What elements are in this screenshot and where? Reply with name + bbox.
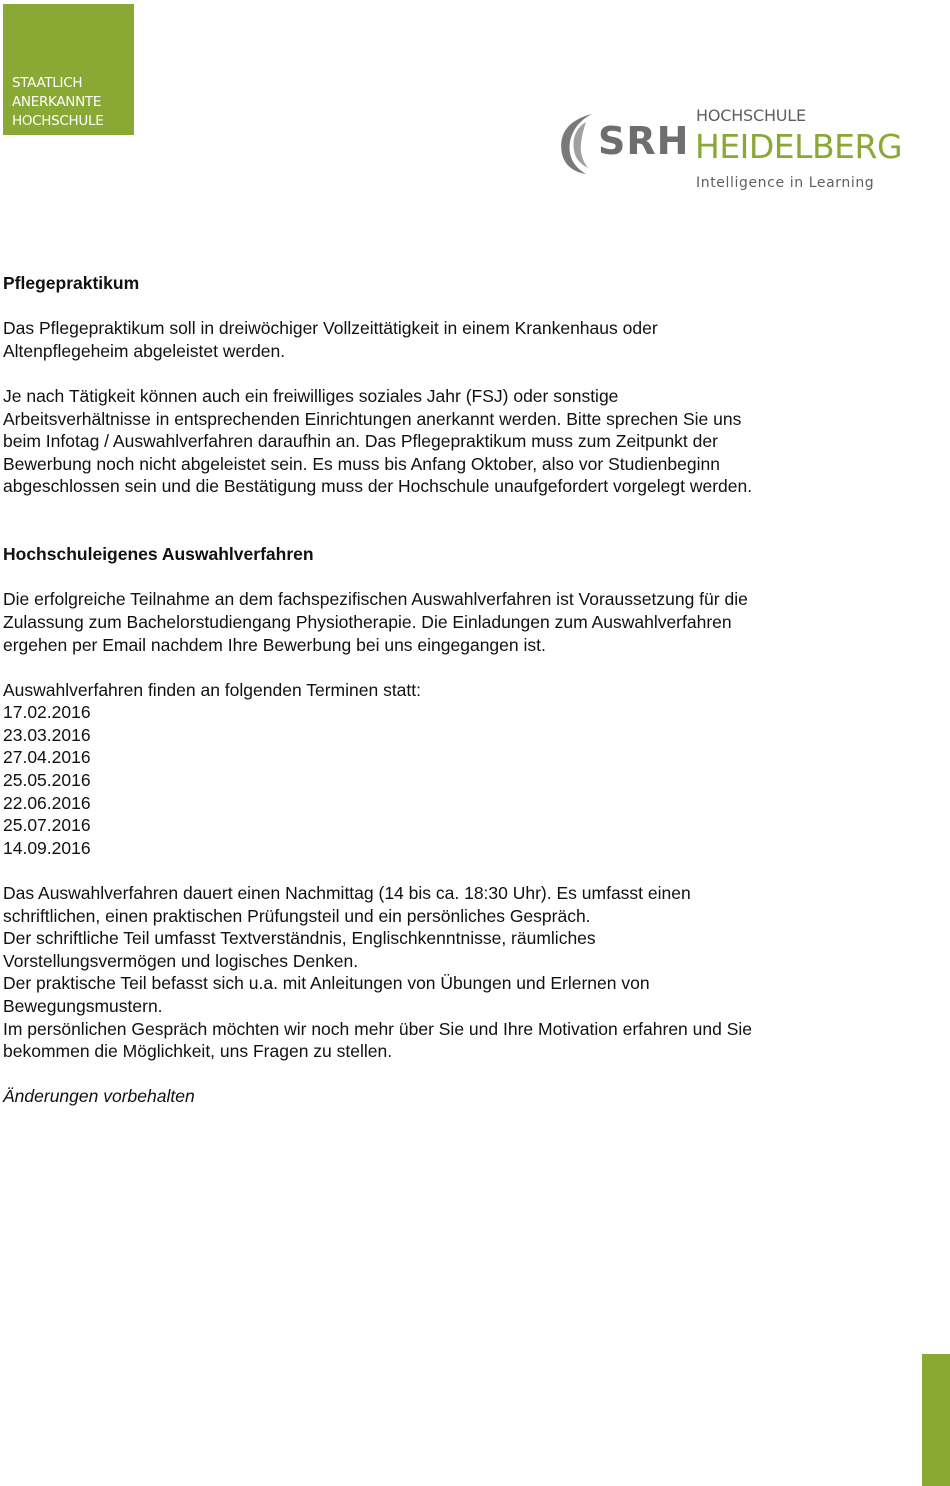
date-item: 17.02.2016 xyxy=(3,702,91,723)
text-line: Bewegungsmustern. xyxy=(3,996,163,1016)
text-line: Der praktische Teil befasst sich u.a. mit Anleitungen von Übungen und Erlernen von xyxy=(3,973,650,994)
date-item: 22.06.2016 xyxy=(3,792,91,813)
text-line: Je nach Tätigkeit können auch ein freiwilliges soziales Jahr (FSJ) oder sonstige xyxy=(3,385,619,406)
auswahl-paragraph-1 xyxy=(3,588,903,656)
pflege-paragraph-2 xyxy=(3,385,903,498)
dates-intro: Auswahlverfahren finden an folgenden Terminen statt: xyxy=(3,679,422,700)
pflege-paragraph-1 xyxy=(3,317,903,362)
auswahl-paragraph-2 xyxy=(3,882,903,1063)
brand-accent-bar xyxy=(922,1354,950,1486)
logo-srh-text: SRH xyxy=(598,119,690,163)
date-item: 27.04.2016 xyxy=(3,747,91,768)
logo-heidelberg-text: HEIDELBERG xyxy=(695,127,903,166)
section-title-auswahlverfahren: Hochschuleigenes Auswahlverfahren xyxy=(3,544,314,565)
document-body xyxy=(3,272,903,1108)
text-line: Zulassung zum Bachelorstudiengang Physiotherapie. Die Einladungen zum Auswahlverfahren xyxy=(3,611,732,632)
footer-note: Änderungen vorbehalten xyxy=(3,1086,195,1107)
text-line: Das Pflegepraktikum soll in dreiwöchiger Vollzeittätigkeit in einem Krankenhaus oder xyxy=(3,318,658,339)
srh-swoosh-icon xyxy=(556,108,596,178)
text-line: schriftlichen, einen praktischen Prüfungsteil und ein persönliches Gespräch. xyxy=(3,905,591,926)
section-title-pflegepraktikum: Pflegepraktikum xyxy=(3,273,140,293)
accreditation-badge xyxy=(3,4,134,135)
text-line: Die erfolgreiche Teilnahme an dem fachspezifischen Auswahlverfahren ist Voraussetzung für die xyxy=(3,589,748,610)
text-line: ergehen per Email nachdem Ihre Bewerbung bei uns eingegangen ist. xyxy=(3,634,546,655)
logo-tagline: Intelligence in Learning xyxy=(696,175,875,191)
text-line: abgeschlossen sein und die Bestätigung muss der Hochschule unaufgefordert vorgelegt werden. xyxy=(3,476,753,497)
text-line: Arbeitsverhältnisse in entsprechenden Einrichtungen anerkannt werden. Bitte sprechen Sie uns xyxy=(3,408,742,429)
badge-line-3: HOCHSCHULE xyxy=(12,113,104,129)
logo-hochschule-text: HOCHSCHULE xyxy=(696,106,806,125)
text-line: Das Auswahlverfahren dauert einen Nachmittag (14 bis ca. 18:30 Uhr). Es umfasst einen xyxy=(3,883,691,904)
text-line: bekommen die Möglichkeit, uns Fragen zu stellen. xyxy=(3,1041,393,1062)
date-item: 25.05.2016 xyxy=(3,770,91,791)
badge-line-1: STAATLICH xyxy=(12,75,83,91)
date-item: 25.07.2016 xyxy=(3,815,91,836)
text-line: Vorstellungsvermögen und logisches Denken. xyxy=(3,950,359,971)
text-line: Der schriftliche Teil umfasst Textverständnis, Englischkenntnisse, räumliches xyxy=(3,928,596,949)
srh-logo xyxy=(556,104,903,196)
date-list xyxy=(3,701,903,859)
date-item: 23.03.2016 xyxy=(3,724,91,745)
badge-line-2: ANERKANNTE xyxy=(12,94,102,110)
text-line: Altenpflegeheim abgeleistet werden. xyxy=(3,340,286,361)
text-line: beim Infotag / Auswahlverfahren daraufhin an. Das Pflegepraktikum muss zum Zeitpunkt der xyxy=(3,431,718,452)
text-line: Bewerbung noch nicht abgeleistet sein. Es muss bis Anfang Oktober, also vor Studienbeginn xyxy=(3,453,720,474)
text-line: Im persönlichen Gespräch möchten wir noch mehr über Sie und Ihre Motivation erfahren und Sie xyxy=(3,1018,753,1039)
date-item: 14.09.2016 xyxy=(3,837,91,858)
